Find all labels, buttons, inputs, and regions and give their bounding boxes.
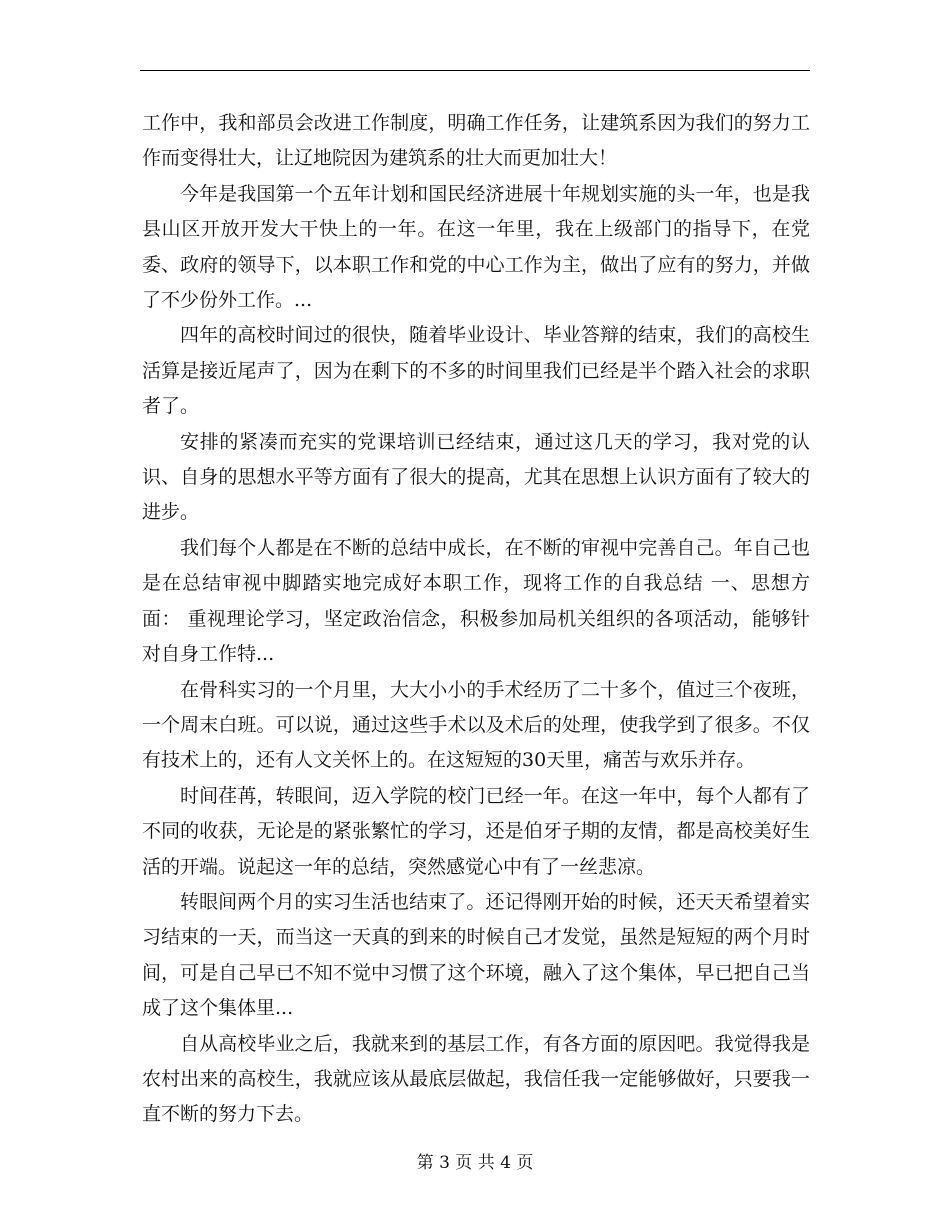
body-text bbox=[142, 106, 810, 1133]
paragraph: 安排的紧凑而充实的党课培训已经结束，通过这几天的学习，我对党的认识、自身的思想水平等方面有了很大的提高，尤其在思想上认识方面有了较大的进步。 bbox=[142, 430, 810, 524]
paragraph: 四年的高校时间过的很快，随着毕业设计、毕业答辩的结束，我们的高校生活算是接近尾声了，因为在剩下的不多的时间里我们已经是半个踏入社会的求职者了。 bbox=[142, 324, 810, 418]
header-rule bbox=[140, 70, 810, 71]
paragraph: 在骨科实习的一个月里，大大小小的手术经历了二十多个，值过三个夜班，一个周末白班。可以说，通过这些手术以及术后的处理，使我学到了很多。不仅有技术上的，还有人文关怀上的。在这短短的30天里，痛苦与欢乐并存。 bbox=[142, 678, 810, 772]
paragraph: 自从高校毕业之后，我就来到的基层工作，有各方面的原因吧。我觉得我是农村出来的高校生，我就应该从最底层做起，我信任我一定能够做好，只要我一直不断的努力下去。 bbox=[142, 1032, 810, 1126]
paragraph: 我们每个人都是在不断的总结中成长，在不断的审视中完善自己。年自己也是在总结审视中脚踏实地完成好本职工作，现将工作的自我总结 一、思想方面： 重视理论学习，坚定政治信念，积极参加局机关组织的各项活动，能够针对自身工作特... bbox=[142, 536, 810, 666]
paragraph: 转眼间两个月的实习生活也结束了。还记得刚开始的时候，还天天希望着实习结束的一天，而当这一天真的到来的时候自己才发觉，虽然是短短的两个月时间，可是自己早已不知不觉中习惯了这个环境，融入了这个集体，早已把自己当成了这个集体里... bbox=[142, 890, 810, 1020]
paragraph: 时间荏苒，转眼间，迈入学院的校门已经一年。在这一年中，每个人都有了不同的收获，无论是的紧张繁忙的学习，还是伯牙子期的友情，都是高校美好生活的开端。说起这一年的总结，突然感觉心中有了一丝悲凉。 bbox=[142, 784, 810, 878]
page-footer: 第 3 页 共 4 页 bbox=[416, 1153, 534, 1173]
paragraph: 工作中，我和部员会改进工作制度，明确工作任务，让建筑系因为我们的努力工作而变得壮大，让辽地院因为建筑系的壮大而更加壮大！ bbox=[142, 112, 810, 170]
paragraph: 今年是我国第一个五年计划和国民经济进展十年规划实施的头一年，也是我县山区开放开发大干快上的一年。在这一年里，我在上级部门的指导下，在党委、政府的领导下，以本职工作和党的中心工作为主，做出了应有的努力，并做了不少份外工作。... bbox=[142, 182, 810, 312]
